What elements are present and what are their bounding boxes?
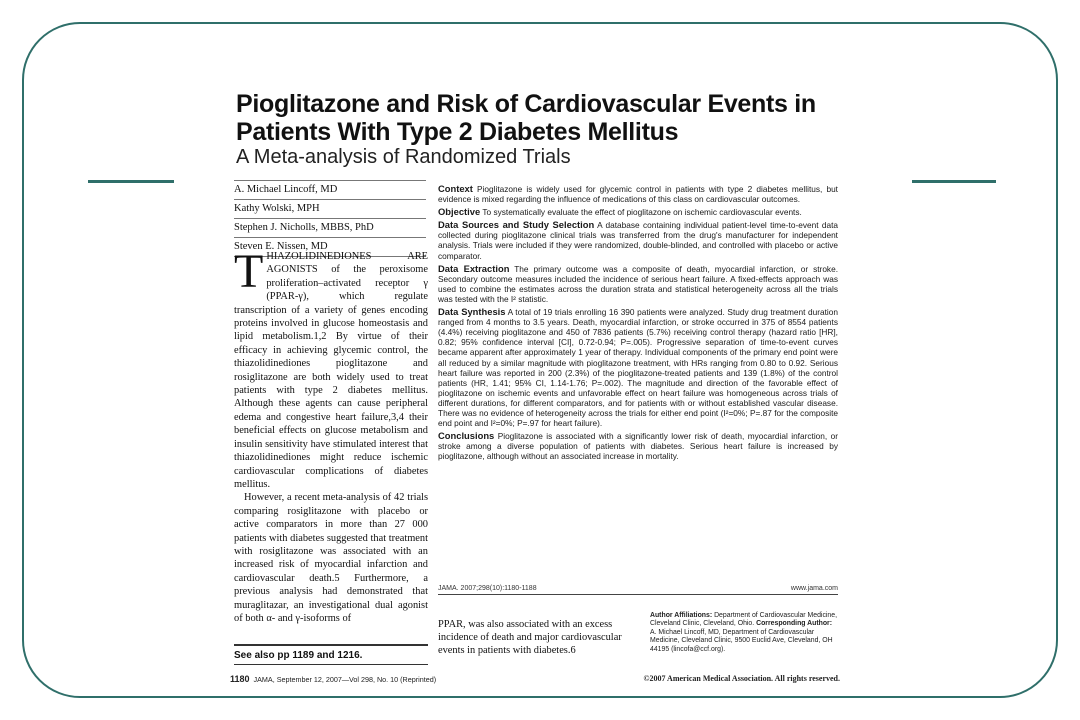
- body-paragraph-1: HIAZOLIDINEDIONES ARE AGONISTS of the peroxisome proliferation–activated receptor γ (PPAR-γ), which regulate transcription of a variety of genes encoding proteins involved in glucose homeostasis and lipid metabolism.1,2 By virtue of their efficacy in achieving glycemic control, the thiazolidinediones pioglitazone and rosiglitazone are both widely used to treat patients with type 2 diabetes mellitus. Although these agents can cause peripheral edema and congestive heart failure,3,4 their beneficial effects on glucose metabolism and insulin sensitivity have stimulated interest that thiazolidinediones might reduce ischemic cardiovascular complications of diabetes mellitus.: [234, 251, 428, 490]
- article-subtitle: A Meta-analysis of Randomized Trials: [236, 146, 571, 168]
- page-footer: [230, 674, 840, 684]
- author-4: Steven E. Nissen, MD: [234, 237, 426, 256]
- article-page: [226, 82, 844, 694]
- context-heading: Context: [438, 183, 473, 194]
- conclusions-heading: Conclusions: [438, 430, 495, 442]
- conclusions-text: Pioglitazone is associated with a significantly lower risk of death, myocardial infarction, or stroke among a diverse population of patients with diabetes. Serious heart failure is increased by pioglitazone, although without an associated increase in mortality.: [438, 431, 838, 462]
- corresponding-author-heading: Corresponding Author:: [756, 620, 833, 628]
- objective-text: To systematically evaluate the effect of pioglitazone on ischemic cardiovascular events.: [482, 207, 802, 218]
- synthesis-heading: Data Synthesis: [438, 306, 506, 318]
- citation: JAMA. 2007;298(10):1180-1188: [438, 585, 537, 592]
- journal-website-link[interactable]: www.jama.com: [790, 585, 838, 592]
- abstract-synthesis: [438, 307, 838, 428]
- sources-heading: Data Sources and Study Selection: [438, 219, 595, 231]
- author-1: A. Michael Lincoff, MD: [234, 180, 426, 199]
- sources-text: A database containing individual patient-level time-to-event data collected during pioglitazone clinical trials was transferred from the drug's manufacturer for independent analysis. Trials were included if they were randomized, double-blinded, and controlled with placebo or active comparator.: [438, 220, 838, 261]
- body-paragraph-3: PPAR, was also associated with an excess incidence of death and major cardiovascular events in patients with diabetes.6: [438, 619, 622, 657]
- corresponding-author-text: A. Michael Lincoff, MD, Department of Cardiovascular Medicine, Cleveland Clinic, 9500 Euclid Ave, Cleveland, OH 44195 (lincofa@ccf.org).: [650, 628, 833, 653]
- citation-line: [438, 585, 838, 595]
- abstract-extraction: [438, 264, 838, 304]
- see-also-note: See also pp 1189 and 1216.: [234, 644, 428, 665]
- right-decorative-rule: [912, 180, 996, 183]
- extraction-heading: Data Extraction: [438, 262, 510, 274]
- extraction-text: The primary outcome was a composite of death, myocardial infarction, or stroke. Secondary outcome measures included the incidence of serious heart failure. A fixed-effects approach was used to combine the estimates across the duration strata and statistical heterogeneity across all the trials was tested with the I² statistic.: [438, 263, 838, 304]
- abstract-conclusions: [438, 431, 838, 461]
- abstract-sources: [438, 220, 838, 260]
- drop-cap: T: [234, 245, 264, 298]
- abstract-context: [438, 184, 838, 204]
- journal-issue: JAMA, September 12, 2007—Vol 298, No. 10 (Reprinted): [253, 675, 437, 684]
- abstract: [438, 184, 838, 464]
- left-decorative-rule: [88, 180, 174, 183]
- author-3: Stephen J. Nicholls, MBBS, PhD: [234, 218, 426, 237]
- author-affiliations: [650, 612, 838, 654]
- page-number: 1180: [230, 674, 250, 684]
- body-paragraph-2: However, a recent meta-analysis of 42 trials comparing rosiglitazone with placebo or active comparators in more than 27 000 patients with diabetes suggested that treatment with rosiglitazone was associated with an increased risk of myocardial infarction and cardiovascular death.5 Furthermore, a previous analysis had demonstrated that muraglitazar, an investigational dual agonist of both α- and γ-isoforms of: [234, 492, 428, 624]
- article-title: Pioglitazone and Risk of Cardiovascular Events in Patients With Type 2 Diabetes Mellitus: [236, 90, 816, 146]
- affiliations-heading: Author Affiliations:: [650, 612, 713, 619]
- objective-heading: Objective: [438, 206, 481, 218]
- author-2: Kathy Wolski, MPH: [234, 199, 426, 218]
- affiliations-text: Department of Cardiovascular Medicine, Cleveland Clinic, Cleveland, Ohio.: [650, 612, 838, 628]
- synthesis-text: A total of 19 trials enrolling 16 390 patients were analyzed. Study drug treatment duration ranged from 4 months to 3.5 years. Death, myocardial infarction, or stroke occurred in 375 of 8554 patients (4.4%) receiving pioglitazone and 450 of 7836 patients (5.7%) receiving control therapy (hazard ratio [HR], 0.82; 95% confidence interval [CI], 0.72-0.94; P=.005). Progressive separation of time-to-event curves became apparent after approximately 1 year of therapy. Individual components of the primary end point were all reduced by a similar magnitude with pioglitazone treatment, with HRs ranging from 0.80 to 0.92. Serious heart failure was reported in 200 (2.3%) of the pioglitazone-treated patients and 139 (1.8%) of the control patients (HR, 1.41; 95% CI, 1.14-1.76; P=.002). The magnitude and direction of the favorable effect of pioglitazone on ischemic events and unfavorable effect on heart failure was homogeneous across trials of different durations, for different comparators, and for patients with or without established vascular disease. There was no evidence of heterogeneity across the trials for either end point (I²=0%; P=.87 for the composite end point and I²=0%; P=.97 for heart failure).: [438, 307, 838, 429]
- copyright-notice: ©2007 American Medical Association. All rights reserved.: [643, 674, 840, 683]
- abstract-objective: [438, 207, 838, 217]
- context-text: Pioglitazone is widely used for glycemic control in patients with type 2 diabetes mellitus, but evidence is mixed regarding the influence of medications of this class on cardiovascular outcomes.: [438, 184, 838, 205]
